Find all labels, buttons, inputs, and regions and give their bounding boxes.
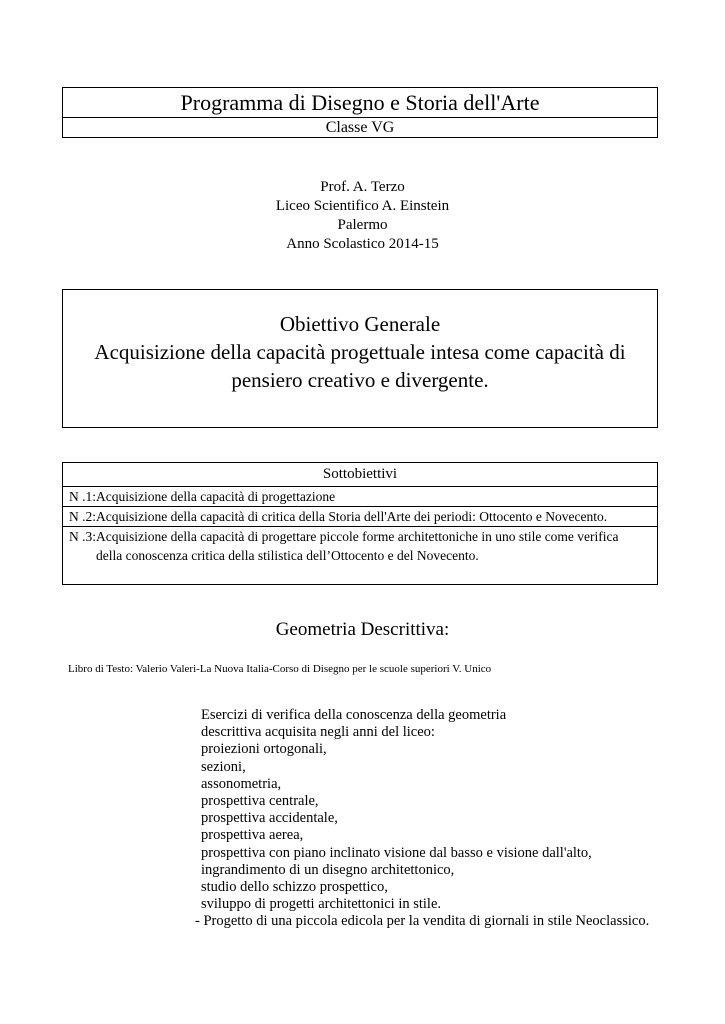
textbook-reference: Libro di Testo: Valerio Valeri-La Nuova Italia-Corso di Disegno per le scuole superiori V. Unico — [68, 663, 492, 675]
topic-line: prospettiva con piano inclinato visione dal basso e visione dall'alto, — [201, 844, 592, 861]
topic-line: ingrandimento di un disegno architettonico, — [201, 861, 455, 878]
topic-line: prospettiva accidentale, — [201, 810, 338, 827]
topic-line: Esercizi di verifica della conoscenza della geometria — [201, 707, 507, 723]
topic-line: - Progetto di una piccola edicola per la vendita di giornali in stile Neoclassico. — [195, 913, 650, 930]
author-block — [0, 178, 725, 254]
topic-line: sviluppo di progetti architettonici in stile. — [201, 896, 442, 913]
topic-line: prospettiva aerea, — [201, 827, 304, 844]
school-name: Liceo Scientifico A. Einstein — [275, 198, 450, 214]
objective-box — [62, 289, 658, 428]
objective-line-1: Acquisizione della capacità progettuale intesa come capacità di — [94, 340, 626, 364]
class-label: Classe VG — [325, 119, 395, 136]
title-box — [62, 87, 658, 138]
subobjective-number: N .2: — [69, 509, 96, 524]
subobjective-text: Acquisizione della capacità di progettare piccole forme architettoniche in uno stile come verifica della conoscenza critica della stilistica dell’Ottocento e del Novecento. — [96, 529, 619, 563]
topic-line: assonometria, — [201, 775, 282, 792]
topic-line: studio dello schizzo prospettico, — [201, 879, 388, 896]
topic-line: prospettiva centrale, — [201, 793, 319, 810]
subobjective-text: Acquisizione della capacità di progettazione — [96, 489, 336, 504]
subobjective-row — [63, 507, 657, 527]
geometry-topics-list — [195, 707, 649, 931]
subobjective-row — [63, 527, 657, 565]
subobjective-text: Acquisizione della capacità di critica della Storia dell'Arte dei periodi: Ottocento e Novecento. — [96, 509, 608, 524]
teacher-name: Prof. A. Terzo — [320, 179, 405, 195]
topic-line: sezioni, — [201, 758, 246, 775]
document-title: Programma di Disegno e Storia dell'Arte — [63, 88, 657, 118]
school-year: Anno Scolastico 2014-15 — [286, 236, 439, 252]
subobjective-number: N .1: — [69, 489, 96, 504]
objective-title: Obiettivo Generale — [279, 312, 441, 336]
subobjectives-heading: Sottobiettivi — [63, 463, 657, 487]
subobjective-number: N .3: — [69, 529, 96, 544]
city-name: Palermo — [337, 217, 388, 233]
objective-line-2: pensiero creativo e divergente. — [231, 368, 489, 392]
geometry-title: Geometria Descrittiva: — [275, 619, 450, 640]
subobjective-row — [63, 487, 657, 507]
subobjectives-table — [62, 462, 658, 585]
topic-line: proiezioni ortogonali, — [201, 741, 327, 758]
topic-line: descrittiva acquisita negli anni del liceo: — [201, 724, 435, 741]
